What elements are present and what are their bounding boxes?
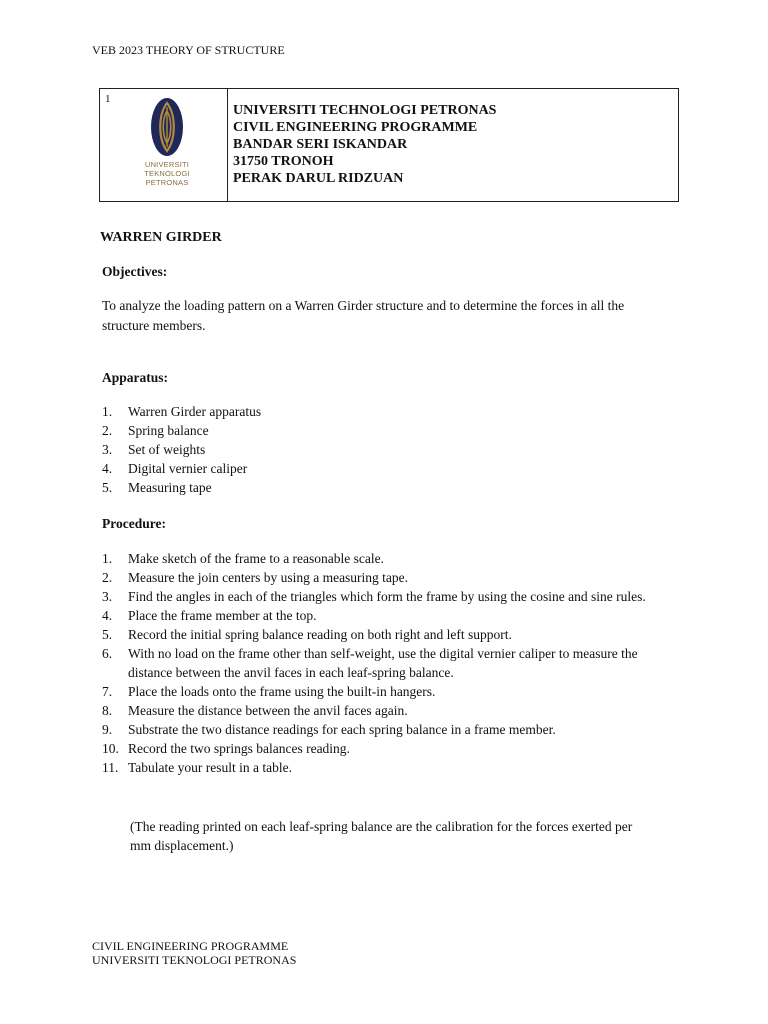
item-text: Find the angles in each of the triangles which form the frame by using the cosine and sine rules.: [128, 589, 646, 604]
item-number: 4.: [102, 608, 113, 623]
list-item: [102, 402, 672, 421]
item-number: 5.: [102, 627, 113, 642]
item-number: 1.: [102, 551, 113, 566]
item-text: Set of weights: [128, 442, 206, 457]
calibration-note: (The reading printed on each leaf-spring balance are the calibration for the forces exerted per mm displacement.): [130, 819, 633, 853]
logo-line: PETRONAS: [145, 178, 189, 187]
utp-crest-logo: [136, 97, 198, 187]
item-text: With no load on the frame other than self-weight, use the digital vernier caliper to measure the distance between the anvil faces in each leaf-spring balance.: [128, 646, 638, 680]
list-item: [102, 758, 672, 777]
list-item: [102, 720, 672, 739]
footer-line: UNIVERSITI TEKNOLOGI PETRONAS: [92, 953, 297, 967]
cell-number: 1: [105, 93, 111, 105]
address-line: BANDAR SERI ISKANDAR: [233, 137, 408, 152]
item-text: Digital vernier caliper: [128, 461, 248, 476]
apparatus-heading: Apparatus:: [102, 370, 169, 385]
document-title: WARREN GIRDER: [100, 230, 222, 245]
item-text: Tabulate your result in a table.: [128, 760, 292, 775]
list-item: [102, 739, 672, 758]
item-number: 10.: [102, 741, 119, 756]
logo-cell: [100, 89, 228, 201]
apparatus-list: [102, 402, 672, 497]
list-item: [102, 478, 672, 497]
item-text: Measuring tape: [128, 480, 212, 495]
address-line: UNIVERSITI TECHNOLOGI PETRONAS: [233, 103, 497, 118]
logo-wordmark: [136, 160, 198, 187]
objectives-text: To analyze the loading pattern on a Warren Girder structure and to determine the forces in all the structure members.: [102, 298, 625, 333]
item-number: 11.: [102, 760, 119, 775]
list-item: [102, 549, 672, 568]
item-text: Record the two springs balances reading.: [128, 741, 350, 756]
item-number: 4.: [102, 461, 113, 476]
crest-icon: [150, 97, 184, 157]
item-text: Place the frame member at the top.: [128, 608, 317, 623]
list-item: [102, 625, 672, 644]
item-text: Measure the join centers by using a measuring tape.: [128, 570, 409, 585]
list-item: [102, 682, 672, 701]
item-text: Record the initial spring balance reading on both right and left support.: [128, 627, 512, 642]
item-text: Measure the distance between the anvil faces again.: [128, 703, 408, 718]
item-number: 7.: [102, 684, 113, 699]
logo-line: UNIVERSITI: [144, 160, 190, 169]
item-number: 3.: [102, 442, 113, 457]
list-item: [102, 421, 672, 440]
item-number: 2.: [102, 570, 113, 585]
item-number: 9.: [102, 722, 113, 737]
footer-line: CIVIL ENGINEERING PROGRAMME: [92, 939, 289, 953]
address-cell: [228, 89, 496, 201]
item-number: 1.: [102, 404, 113, 419]
address-line: CIVIL ENGINEERING PROGRAMME: [233, 120, 478, 135]
item-number: 5.: [102, 480, 113, 495]
list-item: [102, 644, 672, 682]
procedure-list: [102, 549, 672, 777]
item-text: Make sketch of the frame to a reasonable scale.: [128, 551, 385, 566]
item-number: 3.: [102, 589, 113, 604]
item-text: Spring balance: [128, 423, 209, 438]
objectives-heading: Objectives:: [102, 264, 168, 279]
list-item: [102, 440, 672, 459]
item-text: Place the loads onto the frame using the built-in hangers.: [128, 684, 436, 699]
page-footer: [92, 939, 296, 967]
item-text: Warren Girder apparatus: [128, 404, 262, 419]
item-text: Substrate the two distance readings for each spring balance in a frame member.: [128, 722, 556, 737]
list-item: [102, 606, 672, 625]
list-item: [102, 459, 672, 478]
list-item: [102, 568, 672, 587]
list-item: [102, 701, 672, 720]
item-number: 2.: [102, 423, 113, 438]
item-number: 8.: [102, 703, 113, 718]
procedure-heading: Procedure:: [102, 516, 166, 531]
address-line: 31750 TRONOH: [233, 154, 334, 169]
list-item: [102, 587, 672, 606]
institution-header-table: [99, 88, 679, 202]
logo-line: TEKNOLOGI: [144, 169, 190, 178]
running-header: VEB 2023 THEORY OF STRUCTURE: [92, 43, 285, 57]
item-number: 6.: [102, 646, 113, 661]
address-line: PERAK DARUL RIDZUAN: [233, 171, 404, 186]
